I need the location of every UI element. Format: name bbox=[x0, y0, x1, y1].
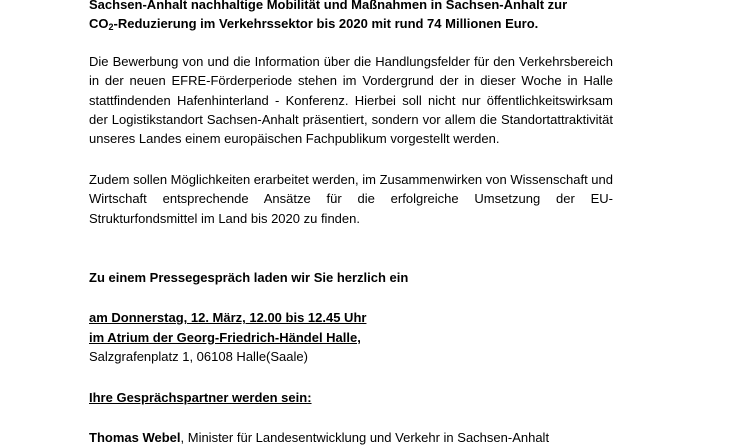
partners-heading: Ihre Gesprächspartner werden sein: bbox=[89, 389, 312, 405]
paragraph-goals: Zudem sollen Möglichkeiten erarbeitet werden, im Zusammenwirken von Wissenschaft und Wirtschaft entsprechende Ansätze für die erfolgreiche Umsetzung der EU-Strukturfondsmittel im Land bis 2020 zu finden. bbox=[89, 171, 613, 226]
paragraph-event-info: Die Bewerbung von und die Information über die Handlungsfelder für den Verkehrsbereich in der neuen EFRE-Förderperiode stehen im Vordergrund der in dieser Woche in Halle stattfindenden Hafenhinterland - Konferenz. Hierbei soll nicht nur öffentlichkeitswirksam der Logistikstandort Sachsen-Anhalt präsentiert, sondern vor allem die Standortattraktivität unseres Landes einem europäischen Fachpublikum vorgestellt werden. bbox=[89, 53, 613, 147]
headline-line-1: Sachsen-Anhalt nachhaltige Mobilität und Maßnahmen in Sachsen-Anhalt zur bbox=[89, 0, 568, 12]
partner-name: Thomas Webel bbox=[89, 430, 181, 446]
headline-line-2 bbox=[89, 14, 613, 33]
invitation-text: Zu einem Pressegespräch laden wir Sie herzlich ein bbox=[89, 270, 409, 286]
event-address: Salzgrafenplatz 1, 06108 Halle(Saale) bbox=[89, 349, 308, 365]
event-date: am Donnerstag, 12. März, 12.00 bis 12.45 Uhr bbox=[89, 310, 367, 326]
event-location: im Atrium der Georg-Friedrich-Händel Halle, bbox=[89, 329, 361, 345]
document-page bbox=[89, 0, 613, 448]
partner-item bbox=[89, 428, 613, 447]
partner-role: , Minister für Landesentwicklung und Verkehr in Sachsen-Anhalt bbox=[180, 430, 550, 446]
headline-co: CO bbox=[89, 16, 109, 32]
headline-subscript: 2 bbox=[108, 22, 114, 33]
headline-suffix: -Reduzierung im Verkehrssektor bis 2020 mit rund 74 Millionen Euro. bbox=[113, 16, 539, 32]
